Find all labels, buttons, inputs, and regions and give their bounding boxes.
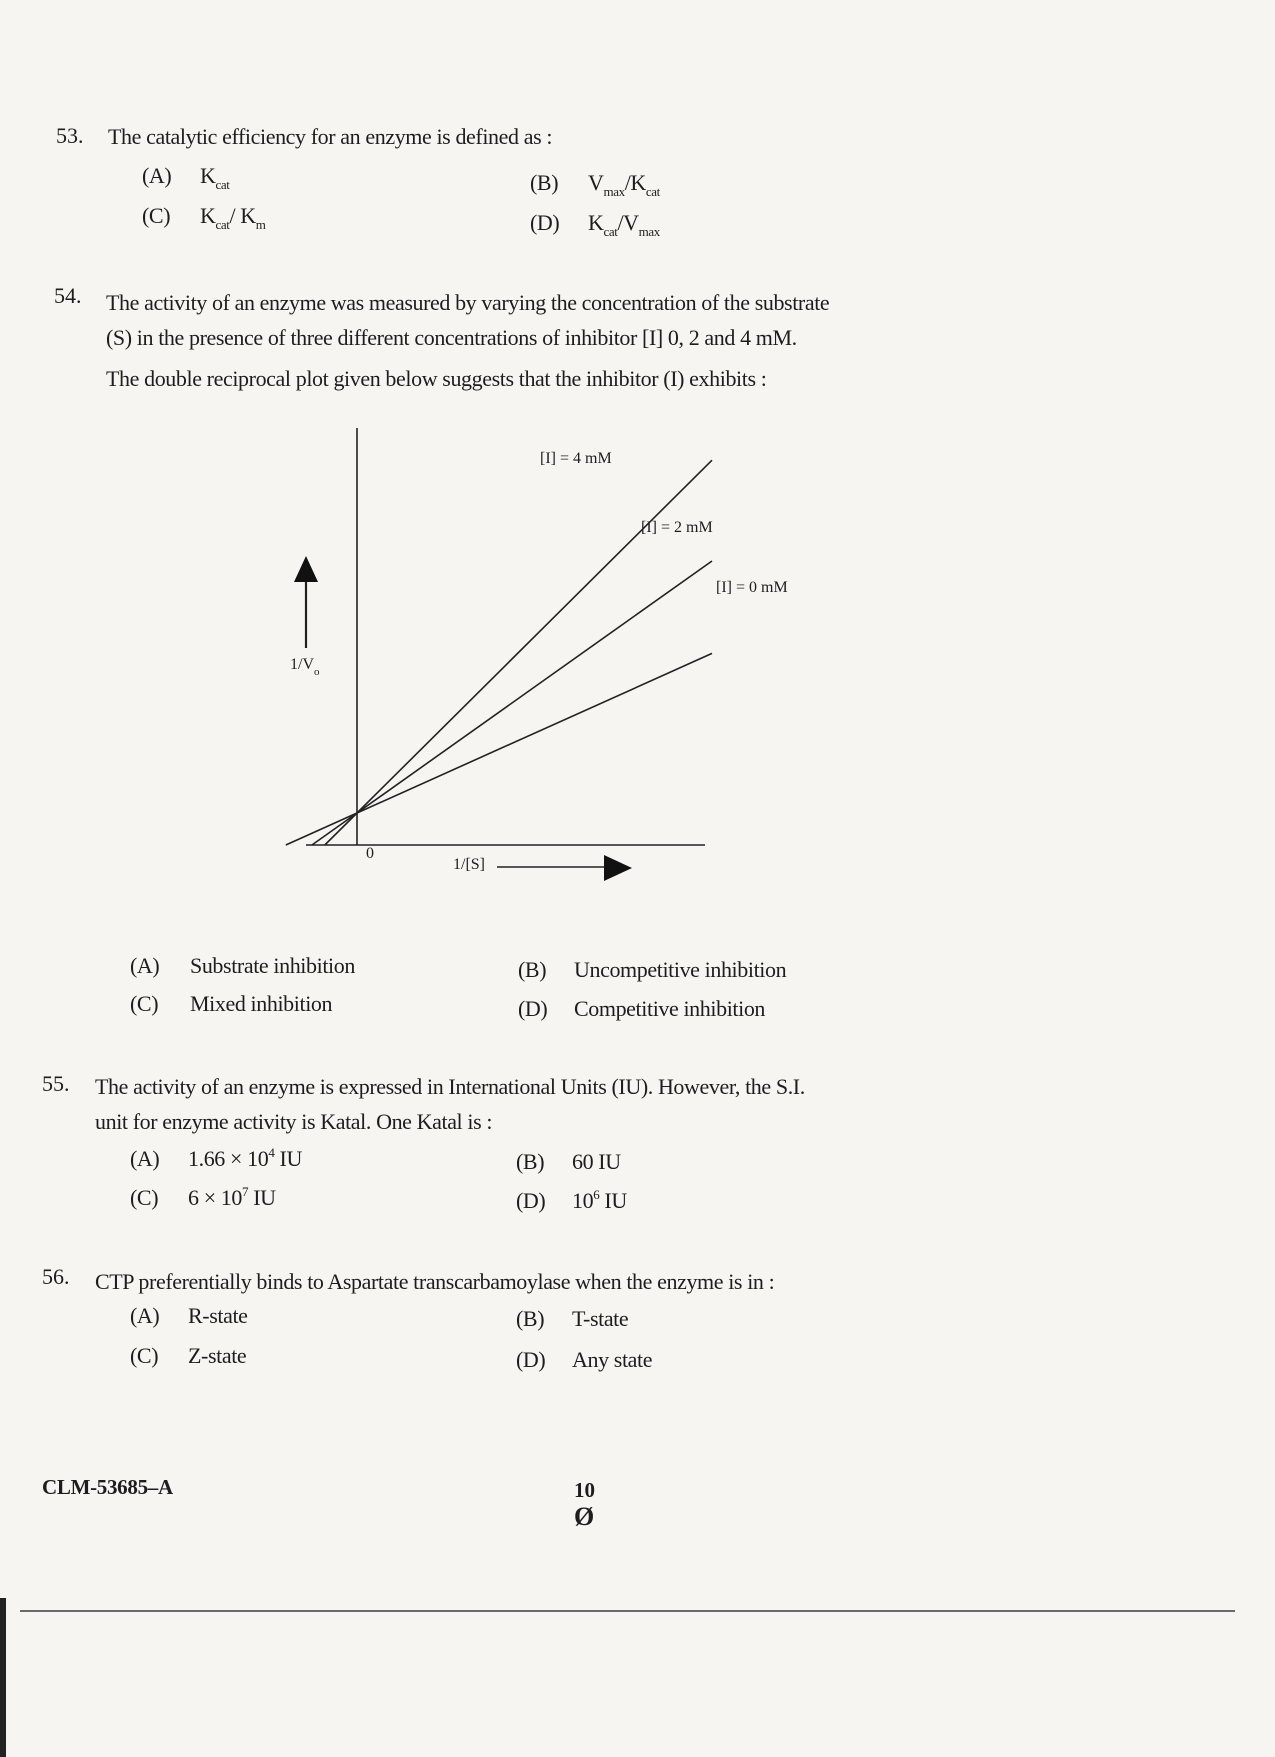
series-line-0 [357,460,712,813]
y-axis-label: $1/V_o$ [290,656,320,678]
q54-option-b[interactable]: (B) Uncompetitive inhibition [518,957,787,982]
question-54-line-3: The double reciprocal plot given below suggests that the inhibitor (I) exhibits : [106,366,767,391]
option-label: (B) [516,1306,545,1331]
q56-option-a[interactable]: (A) R-state [130,1303,248,1328]
q53-option-a[interactable]: (A) $K_{cat}$ [142,163,230,192]
option-label: (D) [530,210,560,235]
question-55-number: 55. [42,1071,70,1096]
question-56-text: CTP preferentially binds to Aspartate transcarbamoylase when the enzyme is in : [95,1269,775,1294]
option-label: (C) [142,203,171,228]
option-label: (A) [130,953,160,978]
option-label: (A) [130,1146,160,1171]
q55-option-d[interactable]: (D) $10^6$ IU [516,1187,627,1213]
series-line-2 [357,653,712,813]
x-axis-label: 1/[S] [453,856,485,873]
q53-option-b[interactable]: (B) $V_{max}/K_{cat}$ [530,170,660,199]
question-55-line-1: The activity of an enzyme is expressed in International Units (IU). However, the S.I. [95,1074,805,1099]
scan-edge-rule [20,1610,1235,1612]
scan-left-edge [0,1598,6,1757]
q53-option-d[interactable]: (D) $K_{cat}/V_{max}$ [530,210,660,239]
q54-option-a[interactable]: (A) Substrate inhibition [130,953,355,978]
series-label-0mm: [I] = 0 mM [716,579,788,596]
option-label: (C) [130,1343,159,1368]
series-label-2mm: [I] = 2 mM [641,519,713,536]
series-extrapolation-2 [286,813,357,845]
y-arrow-head-icon [294,556,318,582]
option-label: (D) [516,1347,546,1372]
series-label-4mm: [I] = 4 mM [540,450,612,467]
series-extrapolation-1 [312,813,357,845]
question-54-line-1: The activity of an enzyme was measured by varying the concentration of the substrate [106,290,830,315]
option-label: (D) [518,996,548,1021]
option-label: (C) [130,991,159,1016]
option-label: (B) [518,957,547,982]
q54-option-d[interactable]: (D) Competitive inhibition [518,996,766,1021]
option-label: (B) [516,1149,545,1174]
page-mark: Ø [574,1502,595,1531]
page-number: 10 [574,1478,595,1502]
question-54-number: 54. [54,283,82,308]
q56-option-b[interactable]: (B) T-state [516,1306,629,1331]
q56-option-c[interactable]: (C) Z-state [130,1343,247,1368]
series-extrapolation-0 [325,813,357,845]
q53-option-c[interactable]: (C) $K_{cat}/$ $K_m$ [142,203,266,232]
option-label: (B) [530,170,559,195]
question-53-text: The catalytic efficiency for an enzyme is defined as : [108,124,553,149]
paper-code: CLM-53685–A [42,1475,173,1499]
origin-label: 0 [366,845,374,862]
question-54-line-2: (S) in the presence of three different concentrations of inhibitor [I] 0, 2 and 4 mM. [106,325,797,350]
q56-option-d[interactable]: (D) Any state [516,1347,653,1372]
q55-option-c[interactable]: (C) $6 \times 10^7$ IU [130,1184,276,1210]
option-label: (A) [130,1303,160,1328]
question-56-number: 56. [42,1264,70,1289]
question-55-line-2: unit for enzyme activity is Katal. One Katal is : [95,1109,493,1134]
x-arrow-head-icon [604,855,632,881]
option-label: (A) [142,163,172,188]
series-line-1 [357,561,712,813]
q55-option-b[interactable]: (B) 60 IU [516,1149,621,1174]
option-label: (D) [516,1188,546,1213]
q55-option-a[interactable]: (A) $1.66 \times 10^4$ IU [130,1145,302,1171]
option-label: (C) [130,1185,159,1210]
q54-option-c[interactable]: (C) Mixed inhibition [130,991,333,1016]
question-53-number: 53. [56,123,84,148]
